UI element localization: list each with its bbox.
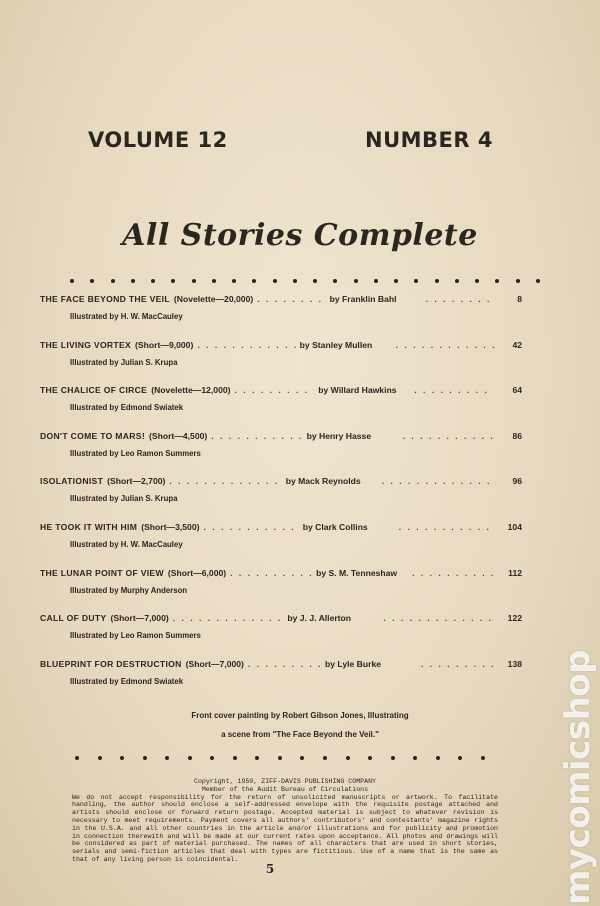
toc-entry	[40, 474, 522, 520]
dot-leader	[382, 474, 494, 488]
dot-leader	[426, 292, 494, 306]
toc-entry	[40, 429, 522, 475]
watermark-logo: mycomicshop	[558, 650, 598, 905]
page-number: 104	[507, 521, 522, 532]
story-length: (Short—7,000)	[185, 658, 244, 669]
divider-dot	[278, 756, 282, 760]
story-author: by Clark Collins	[302, 521, 368, 532]
dot-leader	[403, 429, 494, 443]
divider-dot	[333, 279, 337, 283]
divider-dot	[98, 756, 102, 760]
divider-dot	[120, 756, 124, 760]
divider-dot	[273, 279, 277, 283]
divider-dot	[151, 279, 155, 283]
story-title: THE FACE BEYOND THE VEIL	[40, 294, 170, 304]
dot-leader	[235, 383, 315, 397]
illustrator-credit: Illustrated by Edmond Swiatek	[70, 403, 184, 413]
dot-leader	[414, 383, 494, 397]
story-author: by Lyle Burke	[324, 658, 382, 669]
story-author: by Franklin Bahl	[329, 294, 397, 304]
copyright-line: Copyright, 1950, ZIFF-DAVIS PUBLISHING COMPANY	[193, 778, 377, 785]
story-length: (Novelette—20,000)	[173, 294, 254, 304]
story-title: BLUEPRINT FOR DESTRUCTION	[40, 658, 182, 669]
divider-dot	[455, 279, 459, 283]
dot-leader	[383, 611, 494, 625]
illustrator-credit: Illustrated by Julian S. Krupa	[70, 357, 178, 367]
illustrator-credit: Illustrated by Murphy Anderson	[70, 585, 188, 595]
divider-dot	[165, 756, 169, 760]
divider-dot	[70, 279, 74, 283]
divider-dot	[458, 756, 462, 760]
story-length: (Short—9,000)	[135, 339, 194, 350]
dot-leader	[257, 292, 325, 306]
divider-dot	[143, 756, 147, 760]
dot-divider-top	[70, 279, 540, 283]
divider-dot	[516, 279, 520, 283]
divider-dot	[374, 279, 378, 283]
divider-dot	[414, 279, 418, 283]
divider-dot	[255, 756, 259, 760]
divider-dot	[368, 756, 372, 760]
story-title: THE CHALICE OF CIRCE	[40, 385, 148, 396]
toc-entry	[40, 292, 522, 338]
cover-credit	[120, 706, 480, 744]
illustrator-credit: Illustrated by Leo Ramon Summers	[70, 631, 201, 641]
divider-dot	[300, 756, 304, 760]
dot-divider-bottom	[75, 756, 485, 760]
page-number: 64	[512, 385, 522, 396]
dot-leader	[412, 566, 494, 580]
toc-entry	[40, 657, 522, 703]
divider-dot	[111, 279, 115, 283]
copyright-body: We do not accept responsibility for the return of unsolicited manuscripts or artwork. To facilitate handling, the author should enclose a self-addressed envelope with the requisite postage attached and artists should enclose or forward return postage. Accepted material is subject to whatever revision is necessary to meet requirements. Payment covers all authors' contributors' and contestants' magazine rights in the U.S.A. and all other countries in the article and/or illustrations and for publicity and promotion in connection therewith and will be made at our current rates upon acceptance. All photos and drawings will be considered as part of material purchased. The names of all characters that are used in short stories, serials and semi-fiction articles that deal with types are fictitious. Use of a name that is the same as that of any living person is coincidental.	[72, 793, 498, 863]
story-length: (Short—2,700)	[107, 476, 166, 487]
divider-dot	[232, 279, 236, 283]
cover-credit-line: a scene from "The Face Beyond the Veil."	[221, 730, 379, 739]
dot-leader	[211, 429, 302, 443]
dot-leader	[421, 657, 494, 671]
page-number: 112	[508, 567, 522, 578]
divider-dot	[131, 279, 135, 283]
volume-label: VOLUME 12	[88, 128, 228, 152]
number-label: NUMBER 4	[365, 128, 493, 152]
story-author: by Henry Hasse	[306, 430, 372, 441]
audit-bureau-line: Member of the Audit Bureau of Circulations	[201, 785, 369, 793]
illustrator-credit: Illustrated by Leo Ramon Summers	[70, 448, 201, 458]
story-length: (Short—4,500)	[148, 430, 208, 441]
story-length: (Short—3,500)	[141, 521, 200, 532]
headline: All Stories Complete	[122, 218, 478, 253]
toc-entry	[40, 520, 522, 566]
story-title: THE LUNAR POINT OF VIEW	[40, 567, 164, 578]
dot-leader	[230, 566, 312, 580]
divider-dot	[391, 756, 395, 760]
illustrator-credit: Illustrated by Julian S. Krupa	[70, 494, 178, 504]
divider-dot	[212, 279, 216, 283]
story-author: by J. J. Allerton	[287, 613, 352, 624]
copyright-notice	[72, 778, 498, 864]
cover-credit-line: Front cover painting by Robert Gibson Jones, Illustrating	[191, 711, 409, 720]
page-number: 96	[512, 476, 522, 487]
divider-dot	[188, 756, 192, 760]
divider-dot	[252, 279, 256, 283]
story-title: ISOLATIONIST	[40, 476, 104, 487]
story-title: THE LIVING VORTEX	[40, 339, 132, 350]
page-number: 122	[507, 613, 522, 624]
page-number: 8	[517, 294, 522, 304]
divider-dot	[436, 756, 440, 760]
dot-leader	[173, 611, 284, 625]
divider-dot	[192, 279, 196, 283]
divider-dot	[293, 279, 297, 283]
divider-dot	[233, 756, 237, 760]
dot-leader	[169, 474, 281, 488]
divider-dot	[90, 279, 94, 283]
toc-entry	[40, 611, 522, 657]
divider-dot	[171, 279, 175, 283]
illustrator-credit: Illustrated by H. W. MacCauley	[70, 539, 183, 549]
divider-dot	[323, 756, 327, 760]
dot-leader	[203, 520, 298, 534]
page-number: 86	[512, 430, 522, 441]
story-author: by Willard Hawkins	[318, 385, 397, 396]
divider-dot	[210, 756, 214, 760]
toc-entry	[40, 566, 522, 612]
story-length: (Novelette—12,000)	[151, 385, 231, 396]
divider-dot	[481, 756, 485, 760]
issue-header	[0, 128, 600, 158]
toc-entry	[40, 383, 522, 429]
story-title: DON'T COME TO MARS!	[40, 430, 145, 441]
story-author: by Mack Reynolds	[285, 476, 361, 487]
table-of-contents	[40, 292, 522, 702]
story-title: CALL OF DUTY	[40, 613, 107, 624]
divider-dot	[346, 756, 350, 760]
illustrator-credit: Illustrated by Edmond Swiatek	[70, 676, 184, 686]
page-number: 138	[507, 658, 522, 669]
divider-dot	[413, 756, 417, 760]
page-number: 42	[512, 339, 522, 350]
story-length: (Short—7,000)	[110, 613, 169, 624]
dot-leader	[399, 520, 494, 534]
dot-leader	[197, 338, 295, 352]
divider-dot	[495, 279, 499, 283]
toc-entry	[40, 338, 522, 384]
divider-dot	[75, 756, 79, 760]
page-number-footer: 5	[265, 862, 275, 876]
illustrator-credit: Illustrated by H. W. MacCauley	[70, 312, 183, 321]
story-author: by Stanley Mullen	[299, 339, 373, 350]
divider-dot	[536, 279, 540, 283]
divider-dot	[394, 279, 398, 283]
dot-leader	[248, 657, 321, 671]
story-length: (Short—6,000)	[167, 567, 227, 578]
divider-dot	[354, 279, 358, 283]
divider-dot	[475, 279, 479, 283]
divider-dot	[435, 279, 439, 283]
divider-dot	[313, 279, 317, 283]
story-author: by S. M. Tenneshaw	[316, 567, 398, 578]
story-title: HE TOOK IT WITH HIM	[40, 521, 138, 532]
dot-leader	[396, 338, 494, 352]
